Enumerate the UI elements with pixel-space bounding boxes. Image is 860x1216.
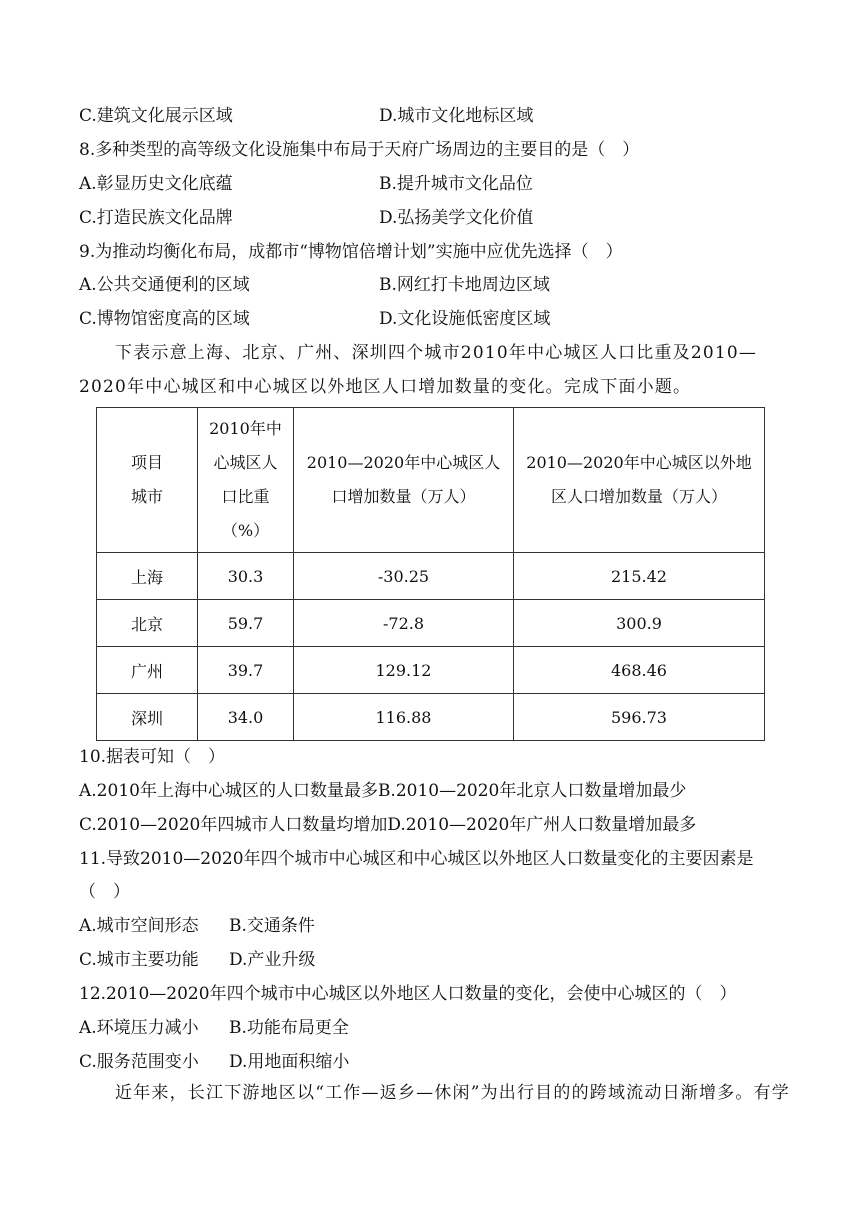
q11-option-a: A.城市空间形态 bbox=[79, 916, 199, 936]
corner-label-item: 项目 bbox=[131, 453, 164, 472]
ratio-cell: 30.3 bbox=[198, 553, 294, 600]
header-text-line: 心城区人 bbox=[213, 453, 278, 472]
q12-stem: 12.2010—2020年四个城市中心城区以外地区人口数量的变化，会使中心城区的（ ） bbox=[79, 984, 737, 1004]
city-cell: 上海 bbox=[97, 553, 198, 600]
q9-option-b: B.网红打卡地周边区域 bbox=[379, 275, 550, 295]
city-cell: 广州 bbox=[97, 647, 198, 694]
q10-stem: 10.据表可知（ ） bbox=[79, 747, 226, 767]
header-outer-increase bbox=[514, 408, 765, 553]
q9-option-c: C.博物馆密度高的区域 bbox=[79, 309, 250, 329]
center-increase-cell: -30.25 bbox=[294, 553, 514, 600]
q12-option-d: D.用地面积缩小 bbox=[229, 1052, 350, 1072]
q11-option-b: B.交通条件 bbox=[229, 916, 315, 936]
q9-option-a: A.公共交通便利的区域 bbox=[79, 275, 250, 295]
q11-option-c: C.城市主要功能 bbox=[79, 950, 199, 970]
q8-option-c: C.打造民族文化品牌 bbox=[79, 208, 233, 228]
q7-option-c: C.建筑文化展示区域 bbox=[79, 106, 233, 126]
outer-increase-cell: 215.42 bbox=[514, 553, 765, 600]
q8-option-d: D.弘扬美学文化价值 bbox=[379, 208, 534, 228]
header-text-line: （%） bbox=[221, 521, 270, 540]
q12-option-b: B.功能布局更全 bbox=[229, 1018, 349, 1038]
table-row bbox=[97, 553, 765, 600]
table-intro-paragraph: 下表示意上海、北京、广州、深圳四个城市2010年中心城区人口比重及2010—2020年中心城区和中心城区以外地区人口增加数量的变化。完成下面小题。 bbox=[79, 343, 758, 397]
table-corner-header bbox=[97, 408, 198, 553]
corner-label-city: 城市 bbox=[131, 487, 164, 506]
q11-stem: 11.导致2010—2020年四个城市中心城区和中心城区以外地区人口数量变化的主要因素是 bbox=[79, 849, 754, 869]
header-ratio-2010 bbox=[198, 408, 294, 553]
header-center-increase bbox=[294, 408, 514, 553]
center-increase-cell: -72.8 bbox=[294, 600, 514, 647]
q8-option-b: B.提升城市文化品位 bbox=[379, 174, 533, 194]
table-header-row bbox=[97, 408, 765, 553]
header-text-line: 2010—2020年中心城区人 bbox=[306, 453, 501, 472]
q12-option-c: C.服务范围变小 bbox=[79, 1052, 199, 1072]
q10-options-cd: C.2010—2020年四城市人口数量均增加D.2010—2020年广州人口数量增加最多 bbox=[79, 815, 697, 835]
table-row bbox=[97, 600, 765, 647]
header-text-line: 2010—2020年中心城区以外地 bbox=[526, 453, 752, 472]
population-table bbox=[96, 407, 765, 741]
city-cell: 深圳 bbox=[97, 694, 198, 741]
q12-option-a: A.环境压力减小 bbox=[79, 1018, 199, 1038]
next-intro-paragraph: 近年来，长江下游地区以“工作—返乡—休闲”为出行目的的跨域流动日渐增多。有学 bbox=[115, 1083, 790, 1103]
q9-stem: 9.为推动均衡化布局，成都市“博物馆倍增计划”实施中应优先选择（ ） bbox=[79, 242, 623, 262]
ratio-cell: 34.0 bbox=[198, 694, 294, 741]
header-text-line: 2010年中 bbox=[209, 419, 282, 438]
center-increase-cell: 129.12 bbox=[294, 647, 514, 694]
q9-option-d: D.文化设施低密度区域 bbox=[379, 309, 551, 329]
ratio-cell: 59.7 bbox=[198, 600, 294, 647]
ratio-cell: 39.7 bbox=[198, 647, 294, 694]
header-text-line: 口增加数量（万人） bbox=[331, 487, 476, 506]
city-cell: 北京 bbox=[97, 600, 198, 647]
q7-option-d: D.城市文化地标区域 bbox=[379, 106, 534, 126]
outer-increase-cell: 468.46 bbox=[514, 647, 765, 694]
outer-increase-cell: 300.9 bbox=[514, 600, 765, 647]
q8-stem: 8.多种类型的高等级文化设施集中布局于天府广场周边的主要目的是（ ） bbox=[79, 140, 640, 160]
q11-option-d: D.产业升级 bbox=[229, 950, 316, 970]
center-increase-cell: 116.88 bbox=[294, 694, 514, 741]
table-row bbox=[97, 647, 765, 694]
outer-increase-cell: 596.73 bbox=[514, 694, 765, 741]
q10-options-ab: A.2010年上海中心城区的人口数量最多B.2010—2020年北京人口数量增加最少 bbox=[79, 781, 687, 801]
q8-option-a: A.彰显历史文化底蕴 bbox=[79, 174, 233, 194]
table-row bbox=[97, 694, 765, 741]
q11-answer-paren: （ ） bbox=[79, 882, 130, 902]
header-text-line: 口比重 bbox=[221, 487, 270, 506]
header-text-line: 区人口增加数量（万人） bbox=[550, 487, 727, 506]
